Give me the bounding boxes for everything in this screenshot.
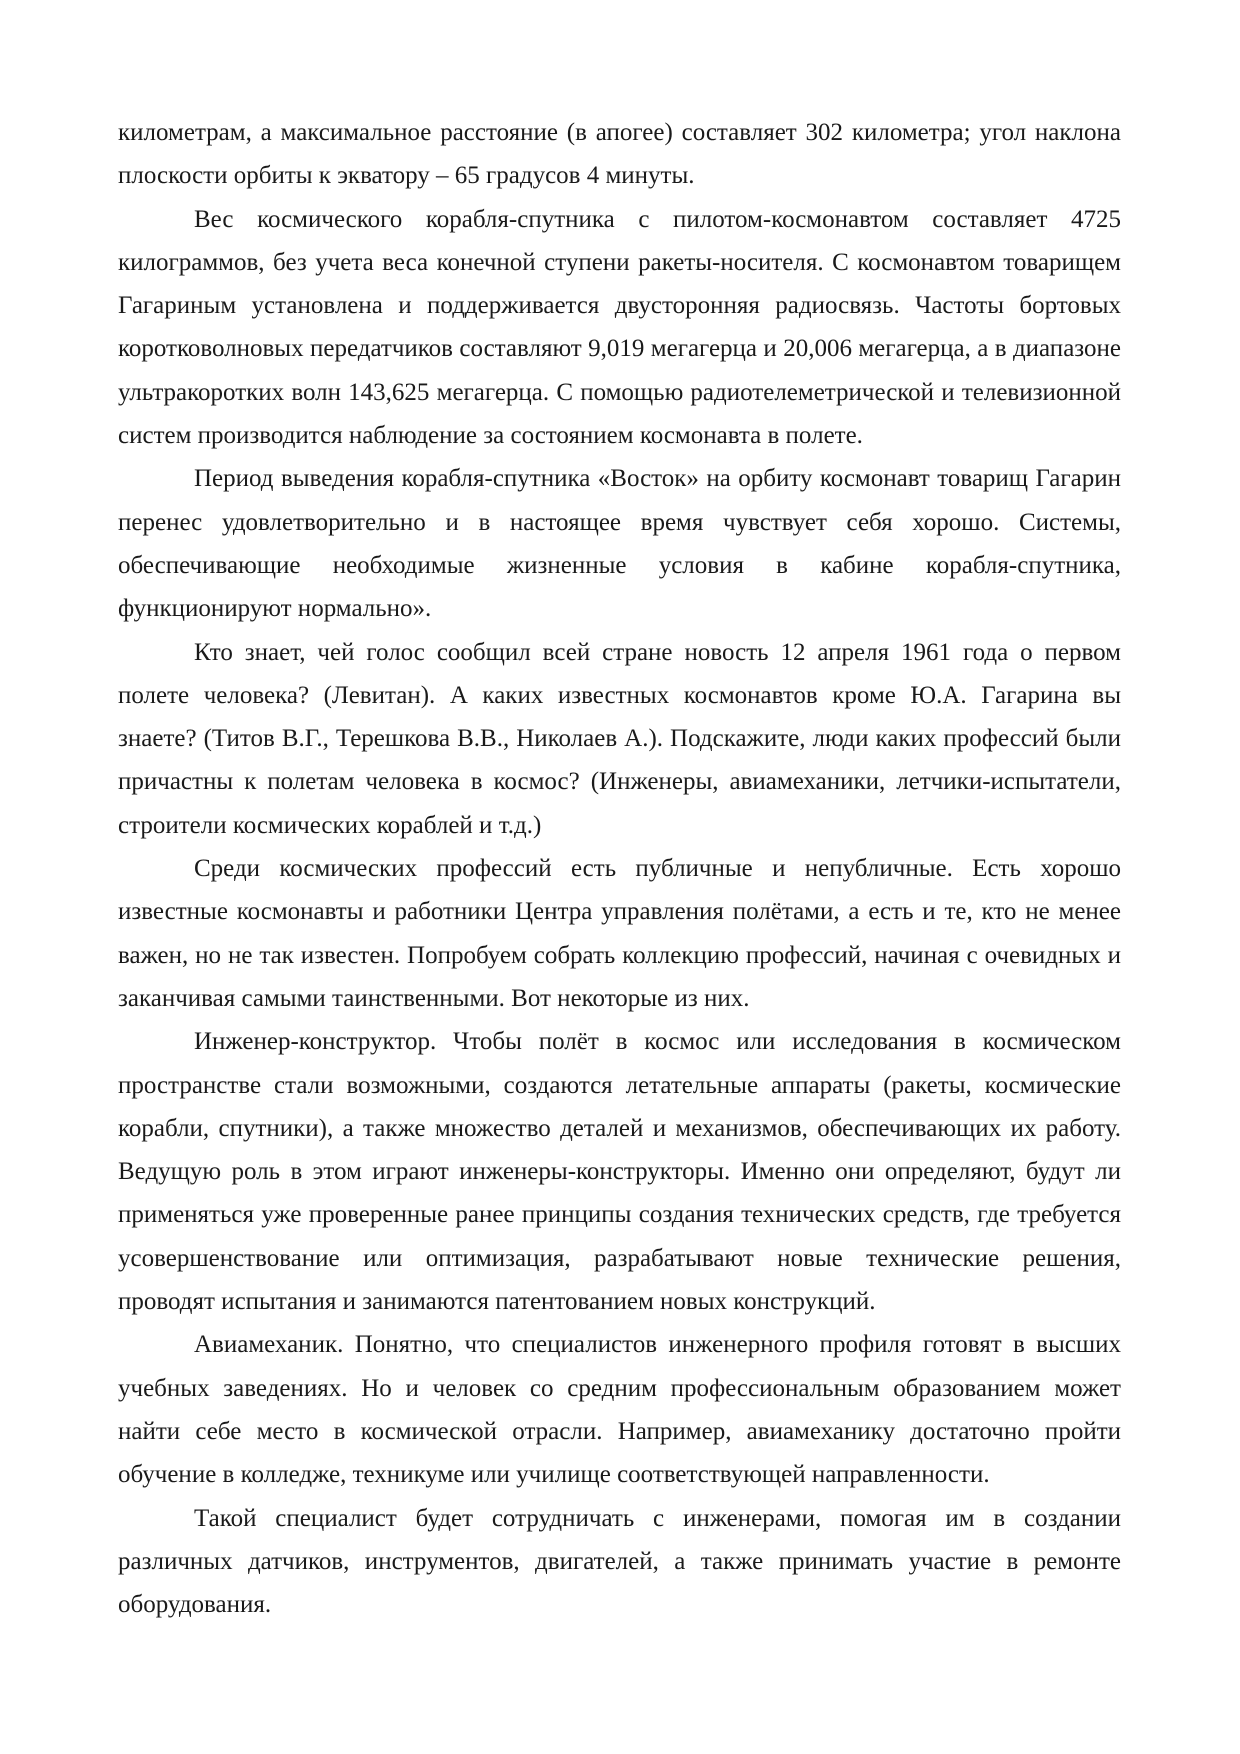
paragraph-orbit-continuation: километрам, а максимальное расстояние (в апогее) составляет 302 километра; угол наклона плоскости орбиты к экватору – 65 градусов 4 минуты. bbox=[118, 119, 1121, 190]
paragraph-questions: Кто знает, чей голос сообщил всей стране новость 12 апреля 1961 года о первом полете человека? (Левитан). А каких известных космонавтов кроме Ю.А. Гагарина вы знаете? (Титов В.Г., Терешкова В.В., Николаев А.). Подскажите, люди каких профессий были причастны к полетам человека в космос? (Инженеры, авиамеханики, летчики-испытатели, строители космических кораблей и т.д.) bbox=[118, 638, 1121, 839]
body-text bbox=[118, 111, 1121, 1626]
paragraph-aviation-mechanic: Авиамеханик. Понятно, что специалистов инженерного профиля готовят в высших учебных заведениях. Но и человек со средним профессиональным образованием может найти себе место в космической отрасли. Например, авиамеханику достаточно пройти обучение в колледже, техникуме или училище соответствующей направленности. bbox=[118, 1331, 1121, 1489]
paragraph-mechanic-duties: Такой специалист будет сотрудничать с инженерами, помогая им в создании различных датчиков, инструментов, двигателей, а также принимать участие в ремонте оборудования. bbox=[118, 1504, 1121, 1619]
paragraph-space-professions: Среди космических профессий есть публичные и непубличные. Есть хорошо известные космонавты и работники Центра управления полётами, а есть и те, кто не менее важен, но не так известен. Попробуем собрать коллекцию профессий, начиная с очевидных и заканчивая самыми таинственными. Вот некоторые из них. bbox=[118, 855, 1121, 1012]
paragraph-design-engineer: Инженер-конструктор. Чтобы полёт в космос или исследования в космическом пространстве стали возможными, создаются летательные аппараты (ракеты, космические корабли, спутники), а также множество деталей и механизмов, обеспечивающих их работу. Ведущую роль в этом играют инженеры-конструкторы. Именно они определяют, будут ли применяться уже проверенные ранее принципы создания технических средств, где требуется усовершенствование или оптимизация, разрабатывают новые технические решения, проводят испытания и занимаются патентованием новых конструкций. bbox=[118, 1028, 1121, 1316]
paragraph-launch-period: Период выведения корабля-спутника «Восток» на орбиту космонавт товарищ Гагарин перенес удовлетворительно и в настоящее время чувствует себя хорошо. Системы, обеспечивающие необходимые жизненные условия в кабине корабля-спутника, функционируют нормально». bbox=[118, 465, 1121, 623]
paragraph-spacecraft-weight: Вес космического корабля-спутника с пилотом-космонавтом составляет 4725 килограммов, без учета веса конечной ступени ракеты-носителя. С космонавтом товарищем Гагариным установлена и поддерживается двусторонняя радиосвязь. Частоты бортовых коротковолновых передатчиков составляют 9,019 мегагерца и 20,006 мегагерца, а в диапазоне ультракоротких волн 143,625 мегагерца. С помощью радиотелеметрической и телевизионной систем производится наблюдение за состоянием космонавта в полете. bbox=[118, 205, 1121, 450]
